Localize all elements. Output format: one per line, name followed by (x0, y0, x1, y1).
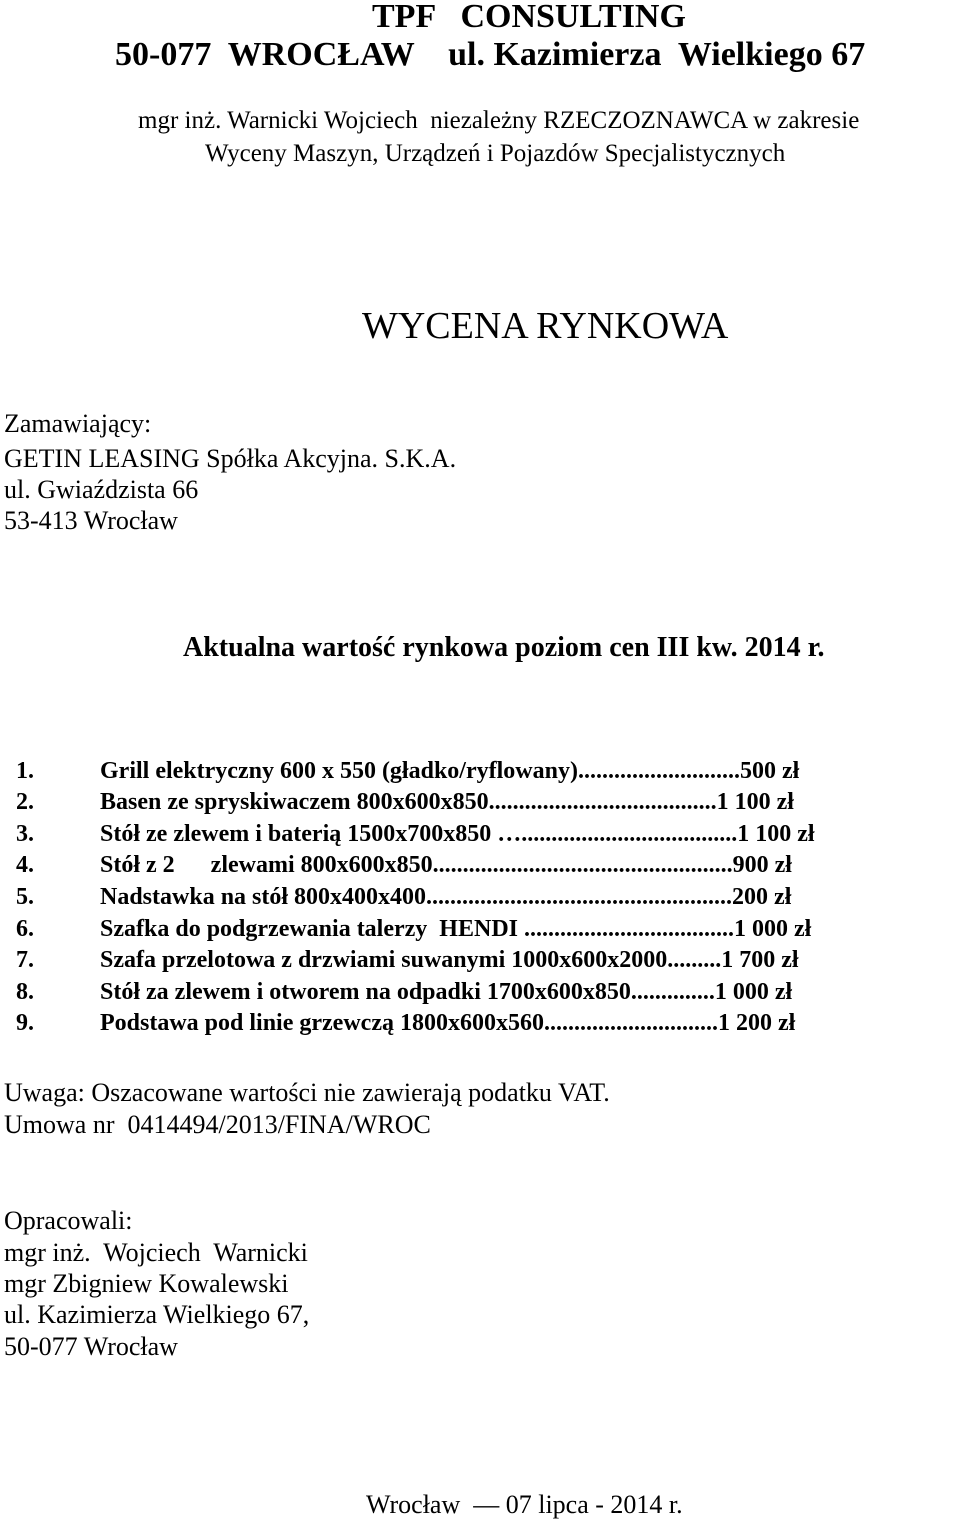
item-number: 5. (16, 884, 34, 910)
preparer-2: mgr Zbigniew Kowalewski (4, 1269, 289, 1298)
item-number: 1. (16, 758, 34, 784)
client-label: Zamawiający: (4, 409, 152, 438)
item-text: Szafa przelotowa z drzwiami suwanymi 1000x600x2000.........1 700 zł (100, 947, 799, 973)
client-name: GETIN LEASING Spółka Akcyjna. S.K.A. (4, 444, 457, 473)
item-number: 9. (16, 1010, 34, 1036)
preparer-city: 50-077 Wrocław (4, 1332, 178, 1361)
client-city: 53-413 Wrocław (4, 506, 178, 535)
appraiser-line: mgr inż. Warnicki Wojciech niezależny RZECZOZNAWCA w zakresie (138, 107, 860, 134)
item-number: 6. (16, 916, 34, 942)
item-number: 8. (16, 979, 34, 1005)
preparer-1: mgr inż. Wojciech Warnicki (4, 1238, 308, 1267)
contract-number: Umowa nr 0414494/2013/FINA/WROC (4, 1110, 431, 1139)
item-text: Nadstawka na stół 800x400x400...................................................200 zł (100, 884, 792, 910)
document-title: WYCENA RYNKOWA (362, 305, 729, 347)
item-text: Szafka do podgrzewania talerzy HENDI ...................................1 000 zł (100, 916, 812, 942)
valuation-heading: Aktualna wartość rynkowa poziom cen III kw. 2014 r. (183, 632, 825, 663)
item-number: 3. (16, 821, 34, 847)
company-name: TPF CONSULTING (372, 0, 686, 35)
item-text: Stół za zlewem i otworem na odpadki 1700x600x850..............1 000 zł (100, 979, 793, 1005)
vat-note: Uwaga: Oszacowane wartości nie zawierają podatku VAT. (4, 1078, 610, 1107)
item-number: 4. (16, 852, 34, 878)
company-address: 50-077 WROCŁAW ul. Kazimierza Wielkiego 67 (115, 36, 866, 73)
item-text: Stół z 2 zlewami 800x600x850..................................................900 zł (100, 852, 792, 878)
item-text: Basen ze spryskiwaczem 800x600x850......................................1 100 zł (100, 789, 794, 815)
item-number: 7. (16, 947, 34, 973)
preparer-street: ul. Kazimierza Wielkiego 67, (4, 1300, 310, 1329)
place-date: Wrocław — 07 lipca - 2014 r. (366, 1490, 683, 1519)
list-item (4, 987, 795, 1035)
item-text: Stół ze zlewem i baterią 1500x700x850 …....................................1 100 zł (100, 821, 815, 847)
item-text: Grill elektryczny 600 x 550 (gładko/ryflowany)...........................500 zł (100, 758, 800, 784)
item-text: Podstawa pod linie grzewczą 1800x600x560.............................1 200 zł (100, 1010, 796, 1036)
prepared-by-label: Opracowali: (4, 1206, 133, 1235)
item-number: 2. (16, 789, 34, 815)
client-street: ul. Gwiaździsta 66 (4, 475, 199, 504)
scope-line: Wyceny Maszyn, Urządzeń i Pojazdów Specjalistycznych (205, 140, 786, 167)
